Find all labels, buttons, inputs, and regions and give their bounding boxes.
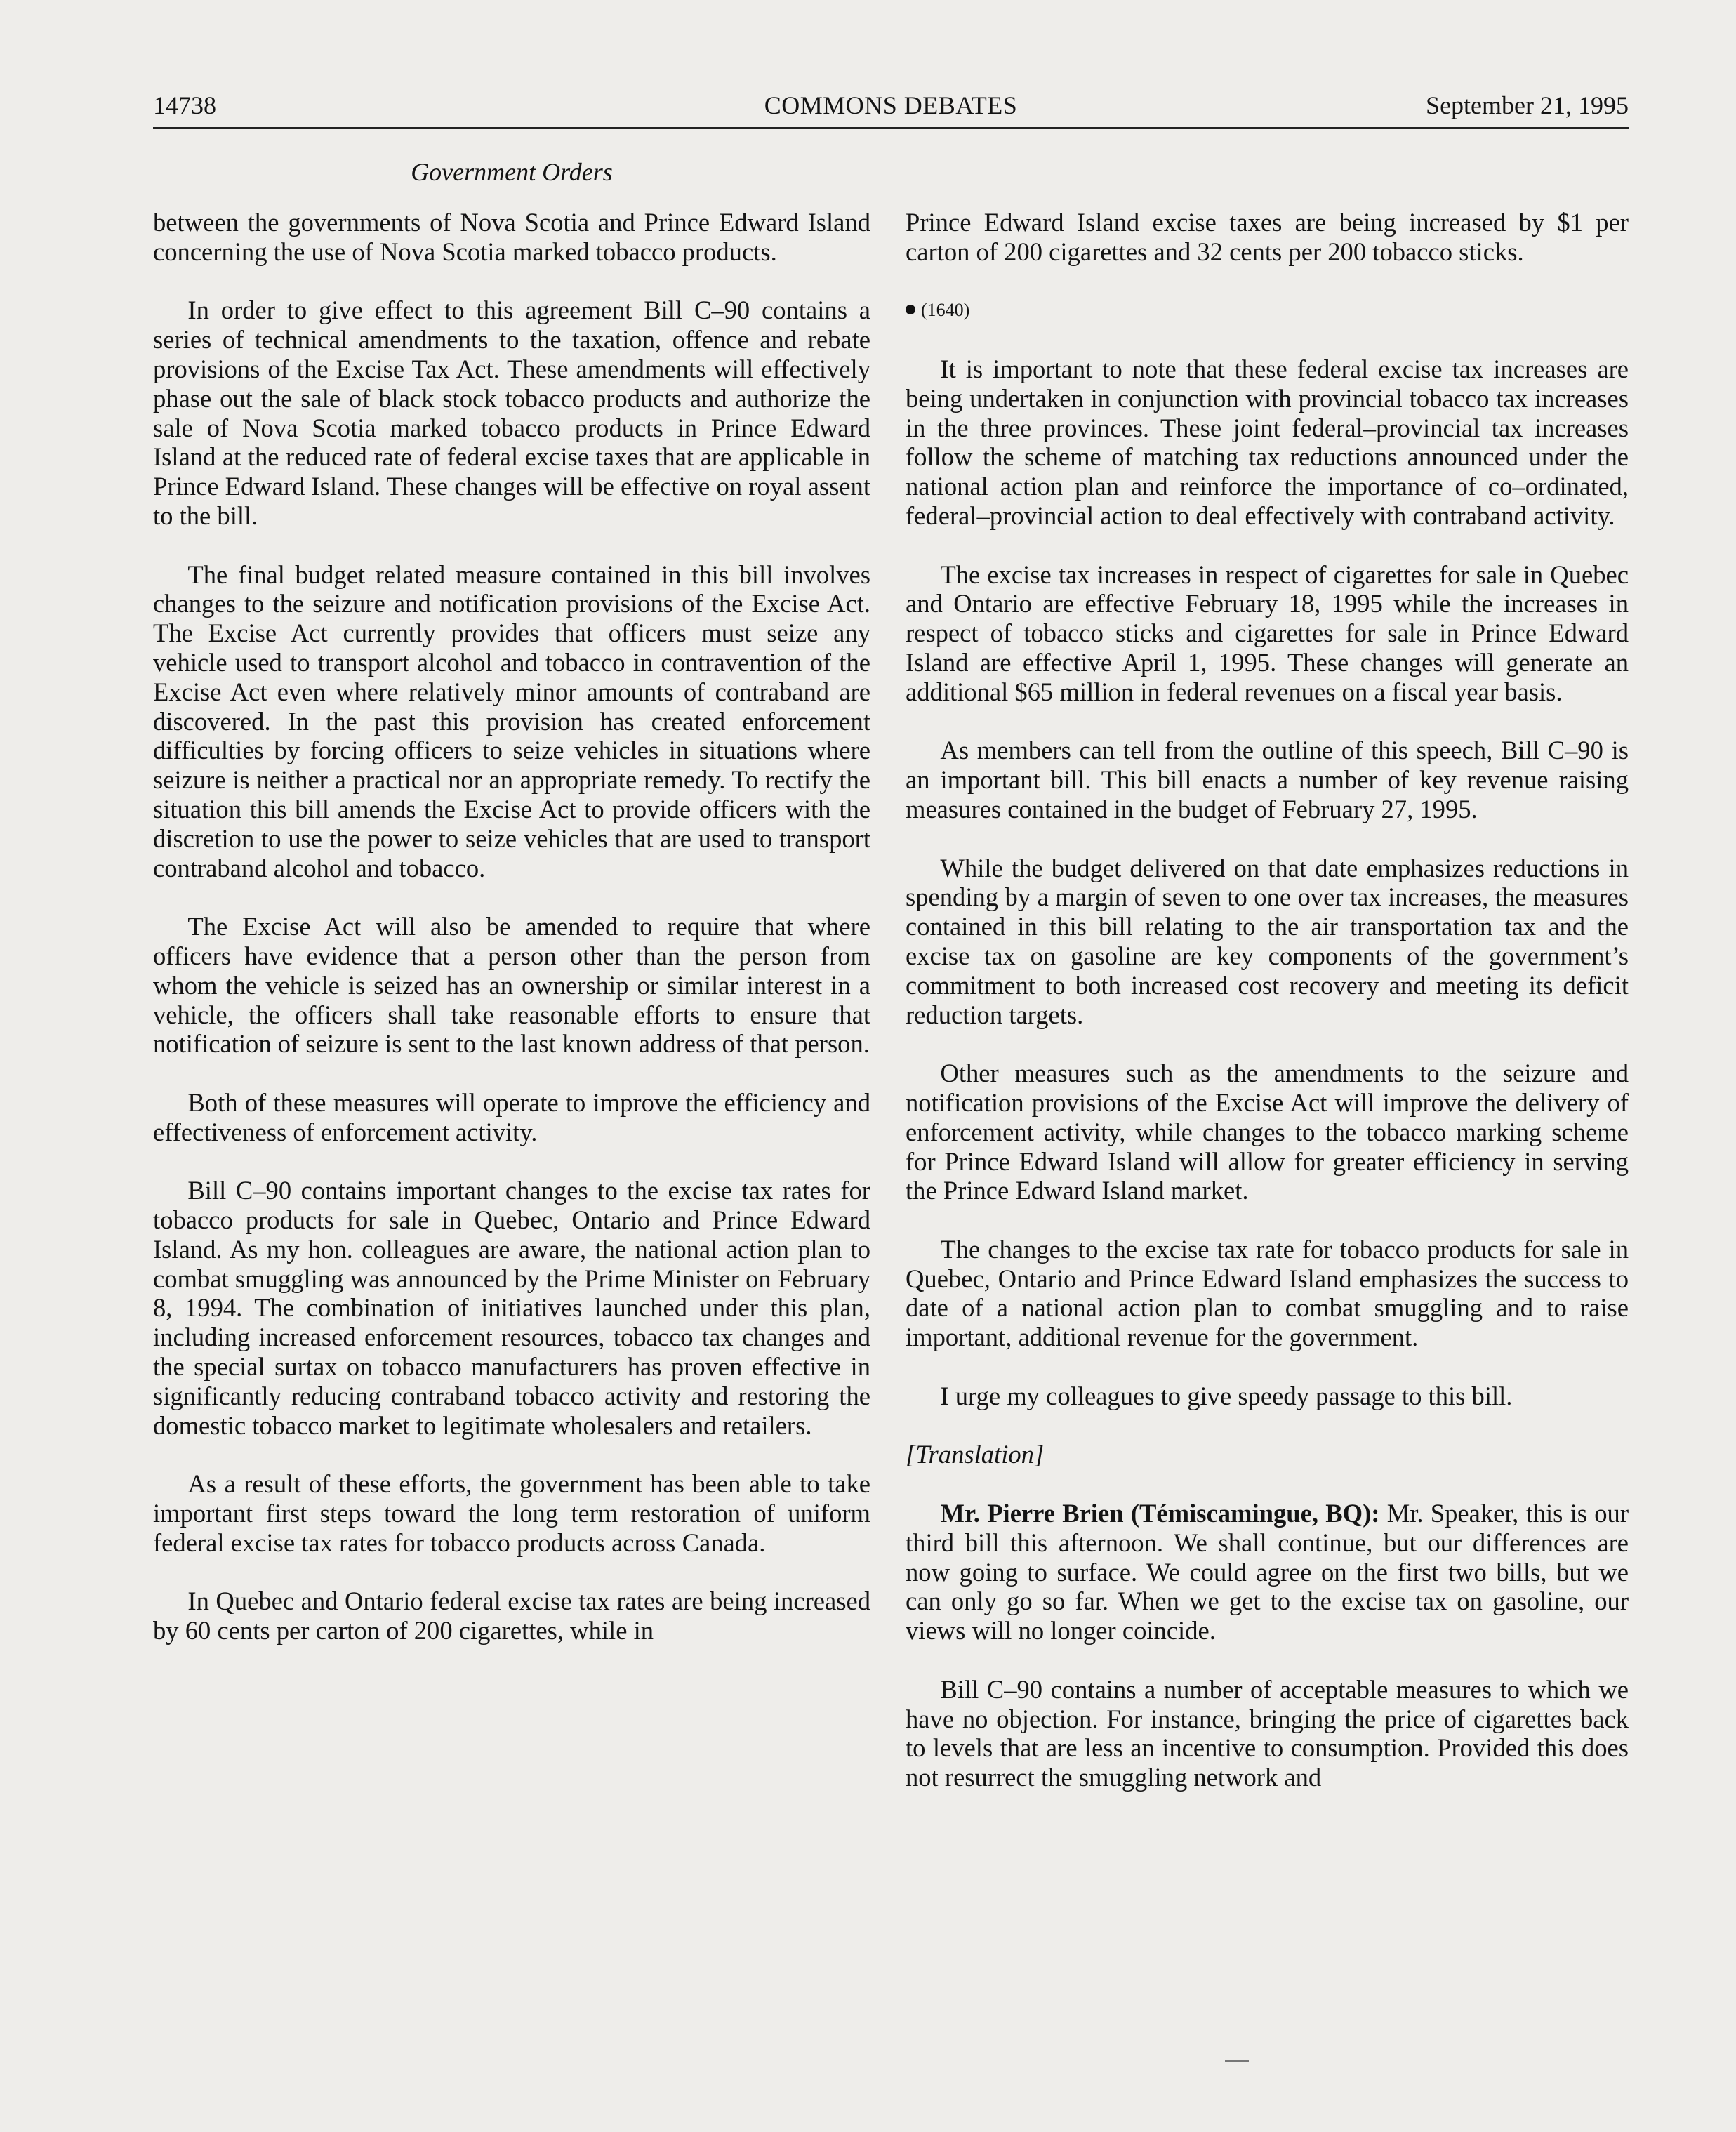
publication-date: September 21, 1995 <box>1426 91 1629 119</box>
right-paragraph-1: Prince Edward Island excise taxes are being increased by $1 per carton of 200 cigarettes and 32 cents per 200 tobacco sticks. <box>906 208 1629 266</box>
speaker-paragraph <box>906 1499 1629 1646</box>
running-header <box>153 87 1629 124</box>
right-paragraph-4: As members can tell from the outline of this speech, Bill C–90 is an important bill. This bill enacts a number of key revenue raising measures contained in the budget of February 27, 1995. <box>906 736 1629 823</box>
speaker-name: Mr. Pierre Brien (Témiscamingue, BQ): <box>940 1499 1380 1528</box>
section-heading: Government Orders <box>411 158 613 186</box>
time-marker-text: (1640) <box>921 300 970 321</box>
left-paragraph-6: Bill C–90 contains important changes to the excise tax rates for tobacco products for sale in Quebec, Ontario and Prince Edward Island. As my hon. colleagues are aware, the national action plan to combat smuggling was announced by the Prime Minister on February 8, 1994. The combination of initiatives launched under this plan, including increased enforcement resources, tobacco tax changes and the special surtax on tobacco manufacturers has proven effective in significantly reducing contraband tobacco activity and restoring the domestic tobacco market to legitimate wholesalers and retailers. <box>153 1176 870 1440</box>
right-paragraph-2: It is important to note that these federal excise tax increases are being undertaken in conjunction with provincial tobacco tax increases in the three provinces. These joint federal–provincial tax increases follow the scheme of matching tax reductions announced under the national action plan and reinforce the importance of co–ordinated, federal–provincial action to deal effectively with contraband activity. <box>906 354 1629 530</box>
left-paragraph-3: The final budget related measure contained in this bill involves changes to the seizure and notification provisions of the Excise Act. The Excise Act currently provides that officers must seize any vehicle used to transport alcohol and tobacco in contravention of the Excise Act even where relatively minor amounts of contraband are discovered. In the past this provision has created enforcement difficulties by forcing officers to seize vehicles in situations where seizure is neither a practical nor an appropriate remedy. To rectify the situation this bill amends the Excise Act to provide officers with the discretion to use the power to seize vehicles that are used to transport contraband alcohol and tobacco. <box>153 560 870 882</box>
right-paragraph-10: Bill C–90 contains a number of acceptable measures to which we have no objection. For instance, bringing the price of cigarettes back to levels that are less an incentive to consumption. Provided this does not resurrect the smuggling network and <box>906 1674 1629 1792</box>
right-paragraph-7: The changes to the excise tax rate for tobacco products for sale in Quebec, Ontario and Prince Edward Island emphasizes the success to date of a national action plan to combat smuggling and to raise important, additional revenue for the government. <box>906 1234 1629 1352</box>
translation-label: [Translation] <box>906 1440 1045 1469</box>
right-paragraph-8: I urge my colleagues to give speedy passage to this bill. <box>940 1381 1513 1410</box>
left-paragraph-5: Both of these measures will operate to improve the efficiency and effectiveness of enforcement activity. <box>153 1087 870 1146</box>
left-paragraph-4: The Excise Act will also be amended to require that where officers have evidence that a person other than the person from whom the vehicle is seized has an ownership or similar interest in a vehicle, the officers shall take reasonable efforts to ensure that notification of seizure is sent to the last known address of that person. <box>153 912 870 1059</box>
time-marker <box>906 296 1629 325</box>
page-number: 14738 <box>153 91 216 119</box>
right-column <box>906 208 1629 1822</box>
left-paragraph-8: In Quebec and Ontario federal excise tax rates are being increased by 60 cents per carton of 200 cigarettes, while in <box>153 1587 870 1646</box>
left-paragraph-7: As a result of these efforts, the government has been able to take important first steps toward the long term restoration of uniform federal excise tax rates for tobacco products across Canada. <box>153 1469 870 1557</box>
publication-title: COMMONS DEBATES <box>764 91 1018 119</box>
right-paragraph-3: The excise tax increases in respect of cigarettes for sale in Quebec and Ontario are effective February 18, 1995 while the increases in respect of tobacco sticks and cigarettes for sale in Prince Edward Island are effective April 1, 1995. These changes will generate an additional $65 million in federal revenues on a fiscal year basis. <box>906 560 1629 706</box>
left-paragraph-1: between the governments of Nova Scotia and Prince Edward Island concerning the use of Nova Scotia marked tobacco products. <box>153 208 870 266</box>
header-rule <box>153 127 1629 129</box>
right-paragraph-6: Other measures such as the amendments to the seizure and notification provisions of the Excise Act will improve the delivery of enforcement activity, while changes to the tobacco marking scheme for Prince Edward Island will allow for greater efficiency in serving the Prince Edward Island market. <box>906 1059 1629 1205</box>
left-paragraph-2: In order to give effect to this agreement Bill C–90 contains a series of technical amendments to the taxation, offence and rebate provisions of the Excise Tax Act. These amendments will effectively phase out the sale of black stock tobacco products and authorize the sale of Nova Scotia marked tobacco products in Prince Edward Island at the reduced rate of federal excise taxes that are applicable in Prince Edward Island. These changes will be effective on royal assent to the bill. <box>153 296 870 530</box>
right-paragraph-5: While the budget delivered on that date emphasizes reductions in spending by a margin of seven to one over tax increases, the measures contained in this bill relating to the air transportation tax and the excise tax on gasoline are key components of the government’s commitment to both increased cost recovery and meeting its deficit reduction targets. <box>906 853 1629 1029</box>
print-mark <box>1225 2060 1249 2062</box>
bullet-icon <box>906 305 915 314</box>
speaker-text: Mr. Speaker, this is our third bill this afternoon. We shall continue, but our differences are now going to surface. We could agree on the first two bills, but we can only go so far. When we get to the excise tax on gasoline, our views will no longer coincide. <box>906 1499 1629 1646</box>
left-column <box>153 208 870 1675</box>
